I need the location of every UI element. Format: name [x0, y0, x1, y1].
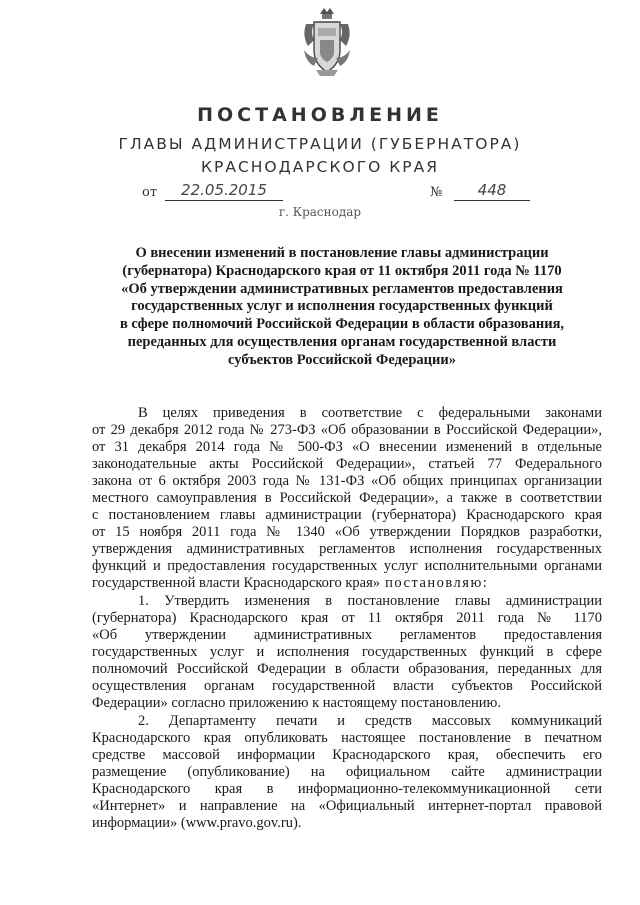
body-line: осуществления органам государственной власти субъектов Российской	[92, 678, 602, 694]
body-line: В целях приведения в соответствие с федеральными законами	[138, 405, 602, 421]
coat-of-arms-icon	[300, 6, 354, 80]
authority-line-1: ГЛАВЫ АДМИНИСТРАЦИИ (ГУБЕРНАТОРА)	[118, 135, 522, 153]
body-line: местного самоуправления в Российской Федерации», а также в соответствии	[92, 490, 602, 506]
resolve-word: постановляю:	[380, 575, 489, 591]
body-line: от 31 декабря 2014 года № 500-ФЗ «О внесении изменений в отдельные	[92, 439, 602, 455]
title-line: в сфере полномочий Российской Федерации в области образования,	[119, 316, 565, 333]
body-line: 1. Утвердить изменения в постановление главы администрации	[138, 593, 602, 609]
body-line: от 15 ноября 2011 года № 1340 «Об утверждении Порядков разработки,	[92, 524, 602, 540]
body-line: закона от 6 октября 2003 года № 131-ФЗ «Об общих принципах организации	[92, 473, 602, 489]
document-number: 448	[454, 181, 530, 201]
body-line: 2. Департаменту печати и средств массовых коммуникаций	[138, 713, 602, 729]
body-line: полномочий Российской Федерации в области образования, переданных для	[92, 661, 602, 677]
document-date: 22.05.2015	[165, 181, 283, 201]
body-line: размещение (опубликование) на официальном сайте администрации	[92, 764, 602, 780]
title-line: государственных услуг и исполнения государственных функций	[131, 298, 553, 315]
body-line: (губернатора) Краснодарского края от 11 октября 2011 года № 1170	[92, 610, 602, 626]
title-line: переданных для осуществления органам государственной власти	[127, 333, 557, 350]
body-line: государственных услуг и исполнения государственных функций в сфере	[92, 644, 602, 660]
body-line-text: государственной власти Краснодарского края»	[92, 575, 381, 591]
title-line: (губернатора) Краснодарского края от 11 октября 2011 года № 1170	[122, 262, 562, 279]
body-line: законодательные акты Российской Федерации», статьей 77 Федерального	[92, 456, 602, 472]
document-type: ПОСТАНОВЛЕНИЕ	[197, 104, 443, 126]
body-line: утверждения административных регламентов исполнения государственных	[92, 541, 602, 557]
authority-line-2: КРАСНОДАРСКОГО КРАЯ	[200, 158, 440, 176]
body-line: Краснодарского края в информационно-телекоммуникационной сети	[92, 781, 602, 797]
body-line: средстве массовой информации Краснодарского края, обеспечить его	[92, 747, 602, 763]
title-line: О внесении изменений в постановление главы администрации	[135, 245, 549, 261]
number-label: №	[430, 185, 443, 200]
document-title	[92, 245, 592, 370]
body-line: Краснодарского края опубликовать настоящее постановление в печатном	[92, 730, 602, 746]
body-line: «Об утверждении административных регламентов предоставления	[92, 627, 602, 643]
body-line: Федерации» согласно приложению к настоящему постановлению.	[92, 695, 501, 711]
body-line: от 29 декабря 2012 года № 273-ФЗ «Об образовании в Российской Федерации»,	[92, 422, 602, 438]
title-line: субъектов Российской Федерации»	[228, 351, 456, 368]
title-line: «Об утверждении административных регламентов предоставления	[121, 280, 563, 297]
body-line-resolve	[92, 575, 602, 592]
city: г. Краснодар	[278, 205, 362, 219]
body-line: «Интернет» и направление на «Официальный интернет-портал правовой	[92, 798, 602, 814]
date-label: от	[142, 185, 158, 200]
body-line: функций и предоставления государственных услуг исполнительными органами	[92, 558, 602, 574]
body-line: с постановлением главы администрации (губернатора) Краснодарского края	[92, 507, 602, 523]
body-line: информации» (www.pravo.gov.ru).	[92, 815, 302, 831]
